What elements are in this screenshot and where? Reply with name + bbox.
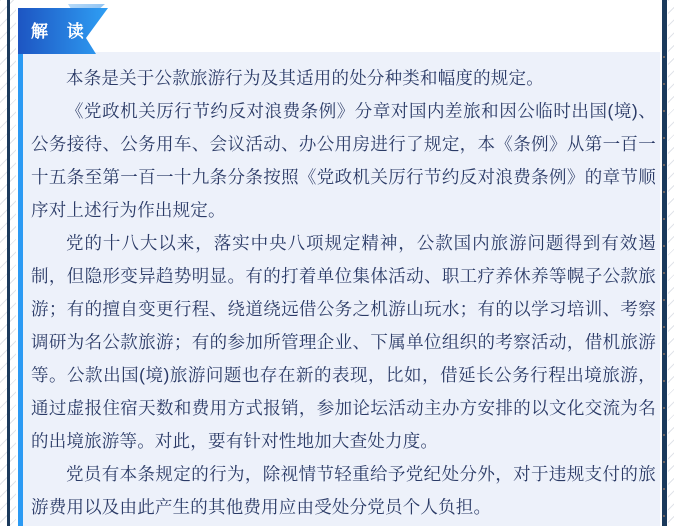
badge-label: 解 读 <box>31 22 91 41</box>
left-vertical-rule <box>7 0 10 526</box>
paragraph: 党的十八大以来，落实中央八项规定精神，公款国内旅游问题得到有效遏制，但隐形变异趋势明显。有的打着单位集体活动、职工疗养休养等幌子公款旅游；有的擅自变更行程、绕道绕远借公务之机游山玩水；有的以学习培训、考察调研为名公款旅游；有的参加所管理企业、下属单位组织的考察活动，借机旅游等。公款出国(境)旅游问题也存在新的表现，比如，借延长公务行程出境旅游，通过虚报住宿天数和费用方式报销，参加论坛活动主办方安排的以文化交流为名的出境旅游等。对此，要有针对性地加大查处力度。 <box>31 233 656 451</box>
dotted-edge-decor <box>663 56 665 526</box>
paragraph: 《党政机关厉行节约反对浪费条例》分章对国内差旅和因公临时出国(境)、公务接待、公务用车、会议活动、办公用房进行了规定，本《条例》从第一百一十五条至第一百一十九条分条按照《党政机关厉行节约反对浪费条例》的章节顺序对上述行为作出规定。 <box>31 101 656 220</box>
paragraph: 本条是关于公款旅游行为及其适用的处分种类和幅度的规定。 <box>66 68 544 88</box>
paragraph-list <box>31 62 656 524</box>
right-margin-texture <box>668 0 674 526</box>
content-card <box>18 52 660 526</box>
paragraph: 党员有本条规定的行为，除视情节轻重给予党纪处分外，对于违规支付的旅游费用以及由此产生的其他费用应由受处分党员个人负担。 <box>31 464 656 517</box>
section-badge <box>18 4 118 56</box>
